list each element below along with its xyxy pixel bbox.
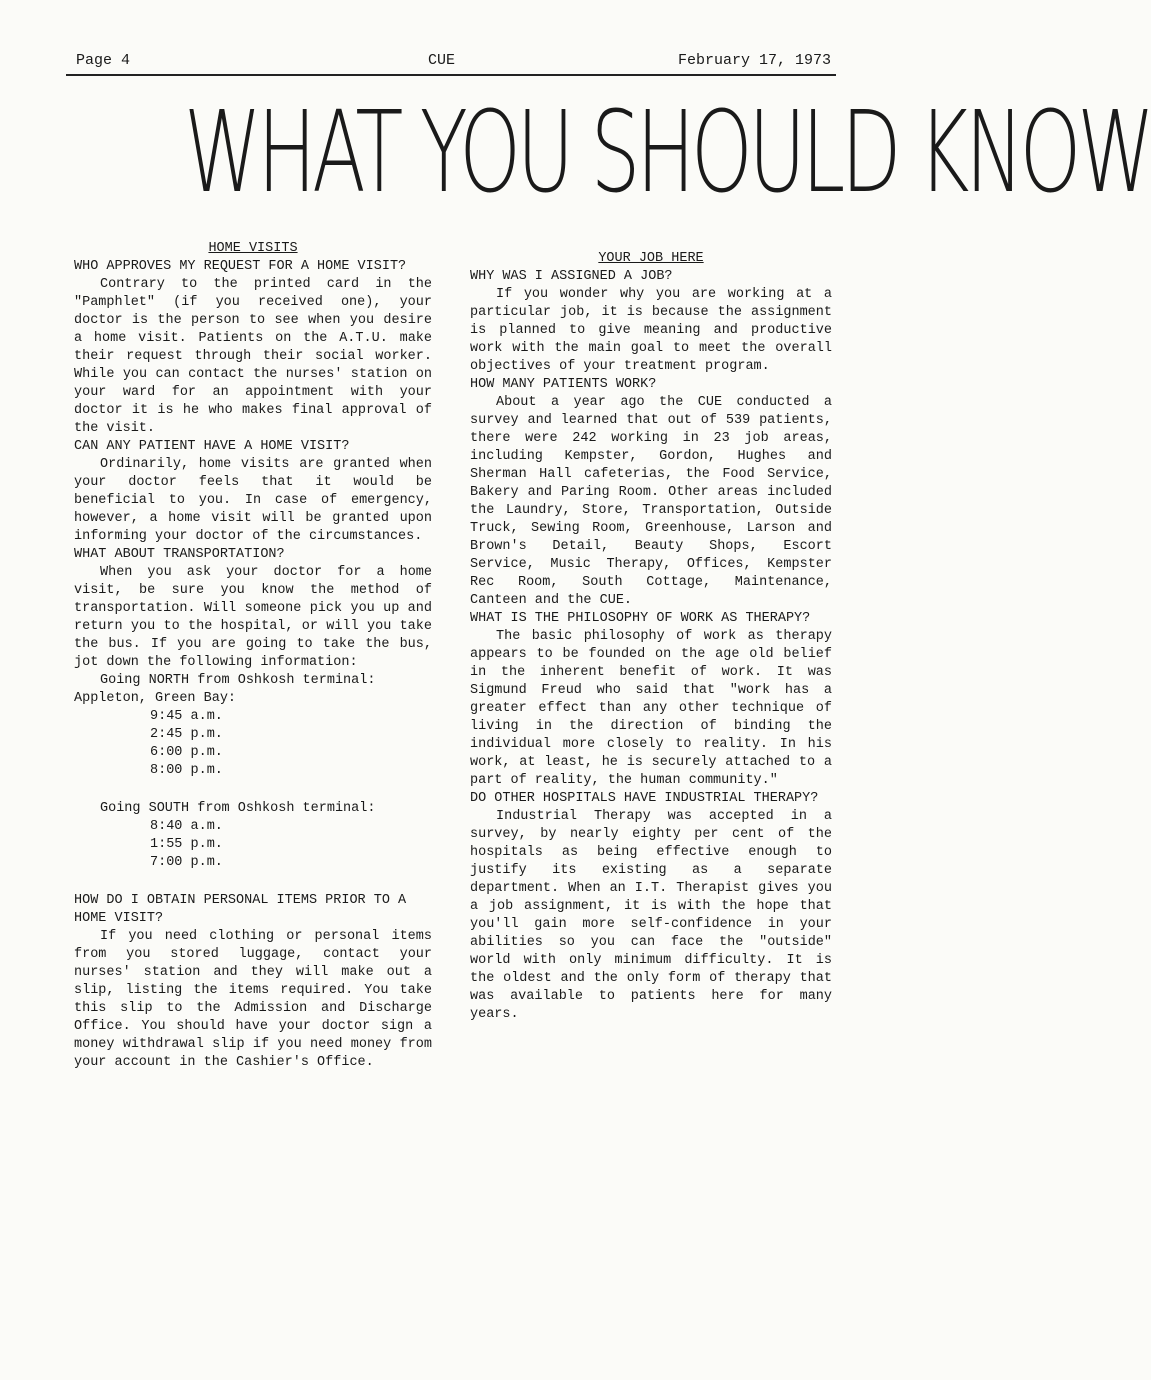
- answer-patients-working: About a year ago the CUE conducted a survey and learned that out of 539 patients, there were 242 working in 23 job areas, including Kempster, Gordon, Hughes and Sherman Hall cafeterias, the Food Service, Bakery and Paring Room. Other areas included the Laundry, Store, Transportation, Outside Truck, Sewing Room, Greenhouse, Larson and Brown's Detail, Beauty Shops, Escort Service, Music Therapy, Offices, Kempster Rec Room, South Cottage, Maintenance, Canteen and the CUE.: [470, 395, 832, 608]
- bus-time: 9:45 a.m.: [150, 709, 223, 724]
- answer-transportation: When you ask your doctor for a home visit, be sure you know the method of transportation. Will someone pick you up and return you to the hospital, or will you take the bus. If you are going to take the bus, jot down the following information:: [74, 565, 432, 670]
- section-heading-your-job: YOUR JOB HERE: [598, 251, 704, 266]
- question-work-philosophy: WHAT IS THE PHILOSOPHY OF WORK AS THERAPY?: [470, 611, 811, 626]
- question-personal-items: HOW DO I OBTAIN PERSONAL ITEMS PRIOR TO A HOME VISIT?: [74, 893, 407, 926]
- question-job-assignment: WHY WAS I ASSIGNED A JOB?: [470, 269, 673, 284]
- question-approval: WHO APPROVES MY REQUEST FOR A HOME VISIT?: [74, 259, 407, 274]
- answer-eligibility: Ordinarily, home visits are granted when your doctor feels that it would be beneficial to you. In case of emergency, however, a home visit will be granted upon informing your doctor of the circumstances.: [74, 457, 432, 544]
- section-heading-home-visits: HOME VISITS: [208, 241, 298, 256]
- question-patients-working: HOW MANY PATIENTS WORK?: [470, 377, 657, 392]
- bus-south-times: [74, 818, 432, 872]
- answer-work-philosophy: The basic philosophy of work as therapy appears to be founded on the age old belief in the inherent benefit of work. It was Sigmund Freud who said that "work has a greater effect than any other technique of living in the direction of binding the individual more closely to reality. In his work, at least, he is securely attached to a part of reality, the human community.": [470, 629, 832, 788]
- bus-south-label: Going SOUTH from Oshkosh terminal:: [100, 801, 376, 816]
- page-number: Page 4: [76, 52, 131, 69]
- right-column: [470, 250, 832, 1024]
- bus-north-times: [74, 708, 432, 780]
- question-other-hospitals: DO OTHER HOSPITALS HAVE INDUSTRIAL THERAPY?: [470, 791, 819, 806]
- issue-date: February 17, 1973: [678, 52, 832, 69]
- left-column: [74, 240, 432, 1072]
- answer-approval: Contrary to the printed card in the "Pamphlet" (if you received one), your doctor is the person to see when you desire a home visit. Patients on the A.T.U. make their request through their social worker. While you can contact the nurses' station on your ward for an appointment with your doctor it is he who makes final approval of the visit.: [74, 277, 432, 436]
- bus-time: 6:00 p.m.: [150, 745, 223, 760]
- publication-name: CUE: [428, 52, 456, 69]
- question-eligibility: CAN ANY PATIENT HAVE A HOME VISIT?: [74, 439, 350, 454]
- answer-job-assignment: If you wonder why you are working at a particular job, it is because the assignment is planned to give meaning and productive work with the main goal to meet the overall objectives of your treatment program.: [470, 287, 832, 374]
- bus-time: 8:00 p.m.: [150, 763, 223, 778]
- question-transportation: WHAT ABOUT TRANSPORTATION?: [74, 547, 285, 562]
- bus-time: 8:40 a.m.: [150, 819, 223, 834]
- header-rule: [66, 74, 836, 76]
- page-title: WHAT YOU SHOULD KNOW: [184, 88, 1151, 218]
- bus-north-label: Going NORTH from Oshkosh terminal: Appleton, Green Bay:: [74, 673, 376, 706]
- bus-time: 7:00 p.m.: [150, 855, 223, 870]
- answer-other-hospitals: Industrial Therapy was accepted in a survey, by nearly eighty per cent of the hospitals as being effective enough to justify its existing as a separate department. When an I.T. Therapist gives you a job assignment, it is with the hope that you'll gain more self-confidence in your abilities so you can face the "outside" world with only minimum difficulty. It is the oldest and the only form of therapy that was available to patients here for many years.: [470, 809, 832, 1022]
- bus-time: 2:45 p.m.: [150, 727, 223, 742]
- answer-personal-items: If you need clothing or personal items from you stored luggage, contact your nurses' station and they will make out a slip, listing the items required. You take this slip to the Admission and Discharge Office. You should have your doctor sign a money withdrawal slip if you need money from your account in the Cashier's Office.: [74, 929, 432, 1070]
- bus-time: 1:55 p.m.: [150, 837, 223, 852]
